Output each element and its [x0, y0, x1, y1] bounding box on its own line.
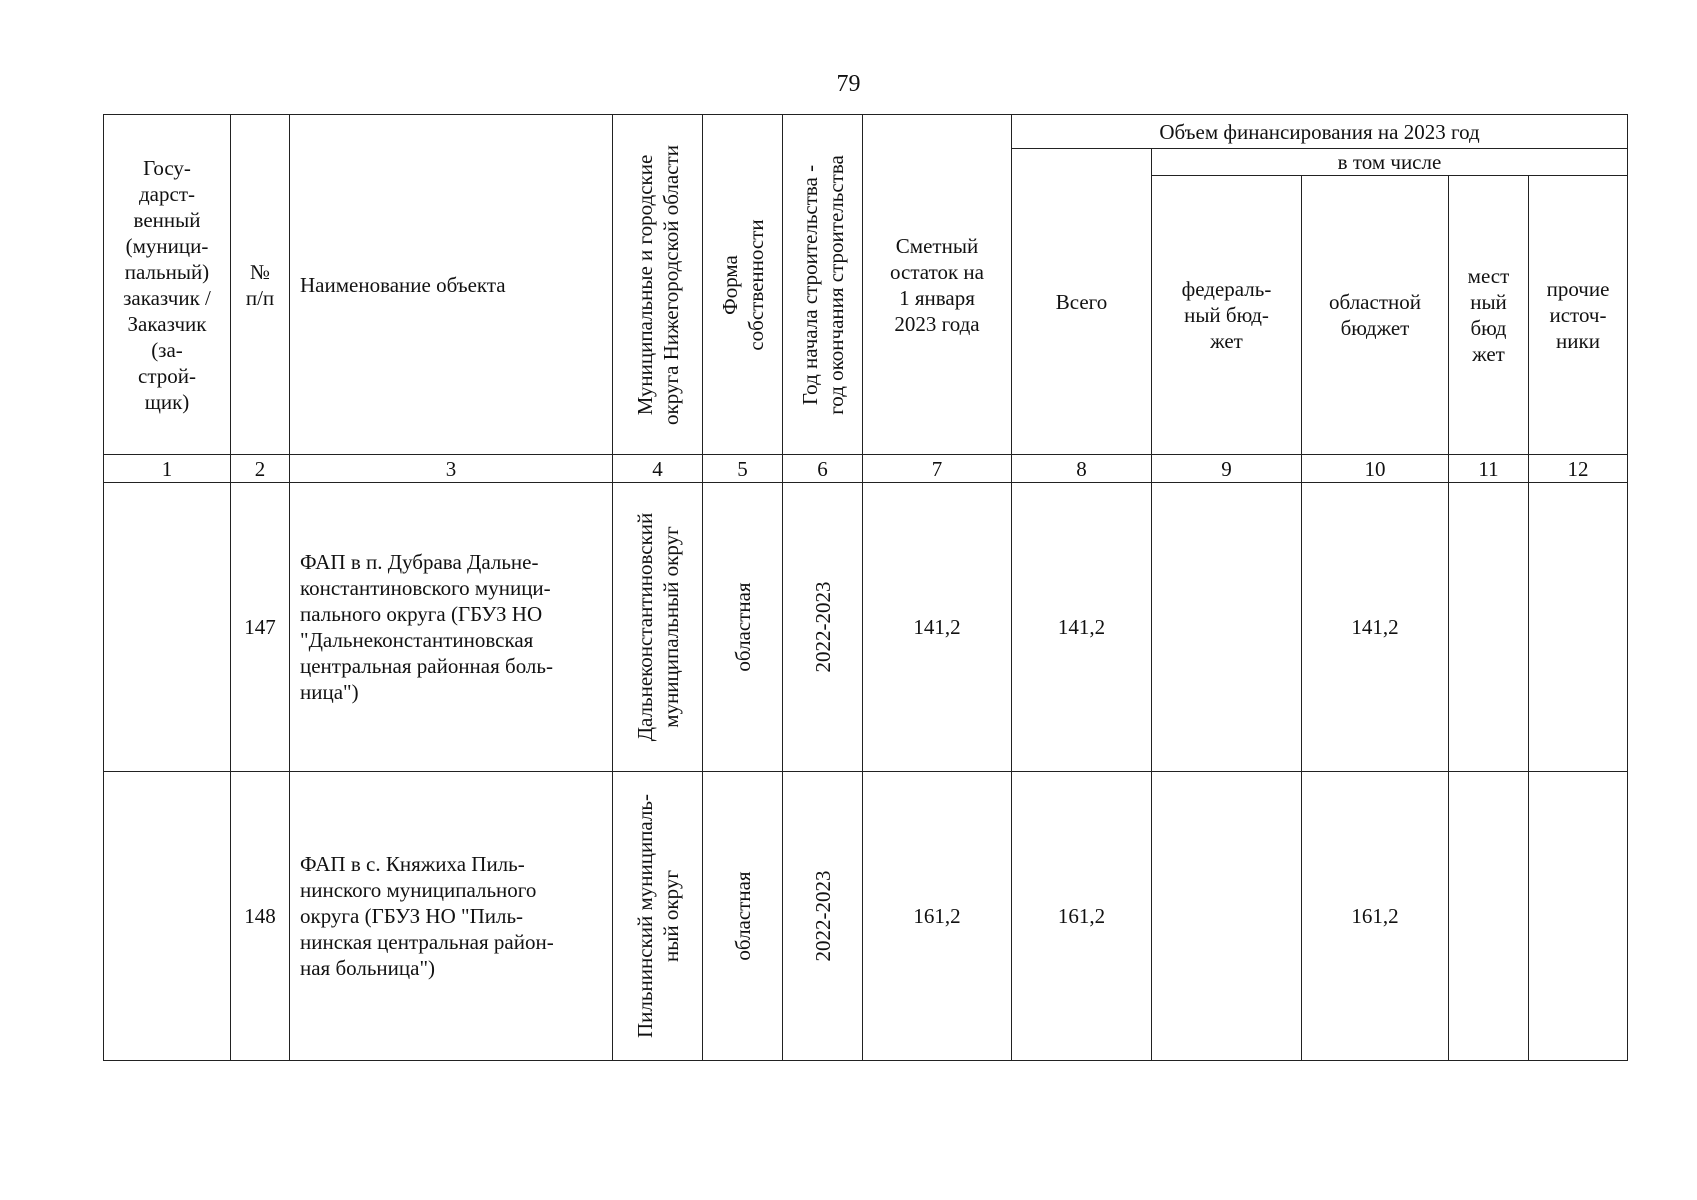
column-number: 10 [1302, 455, 1449, 483]
header-customer [104, 115, 231, 455]
header-including [1152, 149, 1628, 176]
column-number: 9 [1152, 455, 1302, 483]
cell-estimated-balance: 141,2 [863, 483, 1012, 772]
header-total [1012, 149, 1152, 455]
column-number: 4 [613, 455, 703, 483]
header-including-label: в том числе [1337, 150, 1442, 174]
header-object-name-label: Наименование объекта [300, 272, 506, 297]
cell-customer [104, 772, 231, 1061]
column-number: 5 [703, 455, 783, 483]
column-number: 2 [231, 455, 290, 483]
cell-other [1529, 772, 1628, 1061]
cell-object-name-text: ФАП в с. Княжиха Пиль- нинского муниципального округа (ГБУЗ НО "Пиль- нинская центральная район- ная больница") [300, 852, 554, 980]
cell-years [783, 772, 863, 1061]
header-municipality [613, 115, 703, 455]
header-regional [1302, 176, 1449, 455]
cell-municipality-text: Пильнинский муниципаль- ный округ [632, 794, 683, 1038]
header-estimated-balance [863, 115, 1012, 455]
table-row [104, 483, 1628, 772]
cell-local [1449, 483, 1529, 772]
header-number-label: № п/п [245, 259, 275, 310]
header-other-label: прочие источ- ники [1546, 277, 1610, 353]
cell-other [1529, 483, 1628, 772]
cell-ownership [703, 483, 783, 772]
column-number: 3 [290, 455, 613, 483]
cell-number: 147 [231, 483, 290, 772]
cell-total: 141,2 [1012, 483, 1152, 772]
cell-years [783, 483, 863, 772]
header-funding-group [1012, 115, 1628, 149]
header-years-label: Год начала строительства - год окончания строительства [797, 154, 848, 415]
header-local-label: мест ный бюд жет [1467, 264, 1510, 366]
header-ownership [703, 115, 783, 455]
header-regional-label: областной бюджет [1329, 290, 1421, 340]
column-number: 8 [1012, 455, 1152, 483]
cell-object-name [290, 772, 613, 1061]
page-number: 79 [836, 71, 861, 97]
header-number [231, 115, 290, 455]
column-number: 1 [104, 455, 231, 483]
cell-ownership-text: областная [730, 582, 755, 672]
header-federal-label: федераль- ный бюд- жет [1181, 277, 1272, 353]
header-ownership-label: Форма собственности [717, 218, 768, 351]
header-total-label: Всего [1055, 289, 1108, 314]
cell-ownership [703, 772, 783, 1061]
column-number: 11 [1449, 455, 1529, 483]
table-row [104, 772, 1628, 1061]
cell-estimated-balance: 161,2 [863, 772, 1012, 1061]
cell-federal [1152, 483, 1302, 772]
header-estimated-balance-label: Сметный остаток на 1 января 2023 года [890, 233, 984, 336]
cell-regional: 161,2 [1302, 772, 1449, 1061]
cell-ownership-text: областная [730, 871, 755, 961]
cell-number: 148 [231, 772, 290, 1061]
cell-object-name [290, 483, 613, 772]
header-object-name [290, 115, 613, 455]
header-row [104, 115, 1628, 149]
header-municipality-label: Муниципальные и городские округа Нижегородской области [632, 144, 683, 425]
cell-total: 161,2 [1012, 772, 1152, 1061]
cell-municipality [613, 483, 703, 772]
column-number: 6 [783, 455, 863, 483]
header-federal [1152, 176, 1302, 455]
column-number: 12 [1529, 455, 1628, 483]
cell-customer [104, 483, 231, 772]
header-funding-group-label: Объем финансирования на 2023 год [1159, 119, 1480, 144]
cell-municipality [613, 772, 703, 1061]
cell-federal [1152, 772, 1302, 1061]
cell-regional: 141,2 [1302, 483, 1449, 772]
header-local [1449, 176, 1529, 455]
column-number-row [104, 455, 1628, 483]
cell-years-text: 2022-2023 [810, 870, 835, 962]
cell-object-name-text: ФАП в п. Дубрава Дальне- константиновского муници- пального округа (ГБУЗ НО "Дальнеконстантиновская центральная районная боль- ница") [300, 550, 553, 704]
cell-municipality-text: Дальнеконстантиновский муниципальный округ [632, 512, 683, 742]
cell-local [1449, 772, 1529, 1061]
financing-table [103, 114, 1628, 1061]
cell-years-text: 2022-2023 [810, 581, 835, 673]
header-years [783, 115, 863, 455]
header-other [1529, 176, 1628, 455]
column-number: 7 [863, 455, 1012, 483]
header-customer-label: Госу- дарст- венный (муници- пальный) заказчик / Заказчик (за- строй- щик) [123, 155, 211, 414]
